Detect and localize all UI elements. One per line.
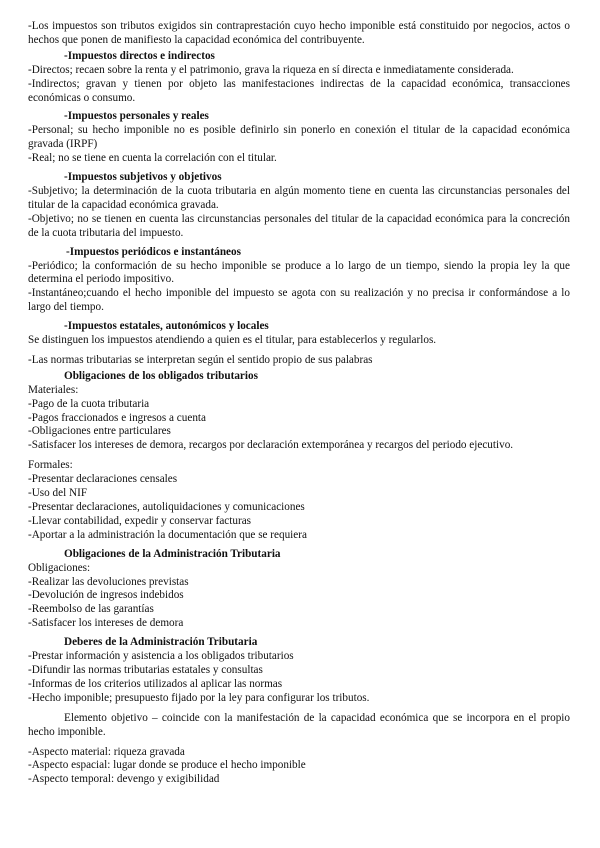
section-heading-periodicos-instantaneos: -Impuestos periódicos e instantáneos (66, 245, 241, 258)
materiales-label: Materiales: (28, 383, 79, 396)
list-item-aspecto: -Aspecto temporal: devengo y exigibilidad (28, 773, 220, 786)
list-item-materiales: -Obligaciones entre particulares (28, 425, 171, 438)
paragraph-real: -Real; no se tiene en cuenta la correlación con el titular. (28, 152, 277, 165)
intro-paragraph: -Los impuestos son tributos exigidos sin contraprestación cuyo hecho imponible está constituido por negocios, actos o hechos que ponen de manifiesto la capacidad económica del contribuyente. (28, 20, 570, 46)
list-item-obligaciones: -Devolución de ingresos indebidos (28, 589, 184, 602)
paragraph-normas: -Las normas tributarias se interpretan según el sentido propio de sus palabras (28, 353, 373, 366)
list-item-deberes: -Difundir las normas tributarias estatales y consultas (28, 663, 263, 676)
section-heading-obligaciones-administracion: Obligaciones de la Administración Tributaria (64, 547, 281, 560)
paragraph-instantaneo: -Instantáneo;cuando el hecho imponible del impuesto se agota con su realización y no precisa ir conformándose a lo largo del tiempo. (28, 287, 570, 314)
paragraph-personal: -Personal; su hecho imponible no es posible definirlo sin ponerlo en conexión el titular de la capacidad económica gravada (IRPF) (28, 124, 570, 151)
paragraph-elemento-objetivo: Elemento objetivo – coincide con la manifestación de la capacidad económica que se incorpora en el propio hecho imponible. (28, 711, 570, 738)
list-item-formales: -Uso del NIF (28, 487, 88, 500)
paragraph-objetivo: -Objetivo; no se tienen en cuenta las circunstancias personales del titular de la capacidad económica para la concreción de la cuota tributaria del impuesto. (28, 212, 570, 239)
list-item-materiales: -Pago de la cuota tributaria (28, 397, 150, 410)
list-item-materiales: -Satisfacer los intereses de demora, recargos por declaración extemporánea y recargos del periodo ejecutivo. (28, 439, 514, 452)
list-item-deberes: -Prestar información y asistencia a los obligados tributarios (28, 650, 294, 663)
paragraph-periodico: -Periódico; la conformación de su hecho imponible se produce a lo largo de un tiempo, siendo la propia ley la que determina el periodo impositivo. (28, 259, 570, 286)
paragraph-subjetivo: -Subjetivo; la determinación de la cuota tributaria en algún momento tiene en cuenta las circunstancias personales del titular de la capacidad económica gravada. (28, 184, 570, 211)
section-heading-subjetivos-objetivos: -Impuestos subjetivos y objetivos (64, 171, 222, 184)
list-item-aspecto: -Aspecto material: riqueza gravada (28, 745, 185, 758)
section-heading-personales-reales: -Impuestos personales y reales (64, 110, 209, 123)
obligaciones-label: Obligaciones: (28, 561, 91, 574)
list-item-formales: -Presentar declaraciones, autoliquidaciones y comunicaciones (28, 501, 305, 513)
paragraph-directos: -Directos; recaen sobre la renta y el patrimonio, grava la riqueza en sí directa e inmediatamente considerada. (28, 63, 514, 76)
section-heading-directos-indirectos: -Impuestos directos e indirectos (64, 49, 215, 62)
list-item-formales: -Aportar a la administración la documentación que se requiera (28, 528, 307, 541)
list-item-deberes: -Informas de los criterios utilizados al aplicar las normas (28, 677, 283, 690)
list-item-aspecto: -Aspecto espacial: lugar donde se produce el hecho imponible (28, 759, 306, 772)
section-heading-estatales-autonomicos-locales: -Impuestos estatales, autonómicos y locales (64, 320, 269, 333)
list-item-formales: -Presentar declaraciones censales (28, 473, 178, 486)
list-item-obligaciones: -Reembolso de las garantías (28, 603, 154, 616)
list-item-obligaciones: -Realizar las devoluciones previstas (28, 575, 189, 588)
list-item-obligaciones: -Satisfacer los intereses de demora (28, 617, 184, 630)
paragraph-titular: Se distinguen los impuestos atendiendo a quien es el titular, para establecerlos y regularlos. (28, 334, 437, 347)
list-item-formales: -Llevar contabilidad, expedir y conservar facturas (28, 514, 252, 527)
list-item-deberes: -Hecho imponible; presupuesto fijado por la ley para configurar los tributos. (28, 691, 370, 704)
formales-label: Formales: (28, 459, 73, 472)
paragraph-indirectos: -Indirectos; gravan y tienen por objeto las manifestaciones indirectas de la capacidad económica, transacciones económicas o consumo. (28, 77, 570, 104)
list-item-materiales: -Pagos fraccionados e ingresos a cuenta (28, 411, 207, 424)
section-heading-deberes-administracion: Deberes de la Administración Tributaria (64, 636, 258, 649)
section-heading-obligaciones-obligados: Obligaciones de los obligados tributarios (64, 369, 258, 382)
